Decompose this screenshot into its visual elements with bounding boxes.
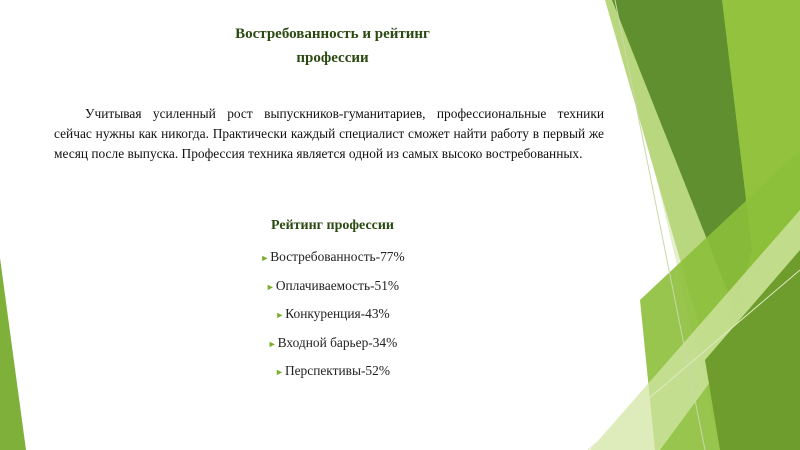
rating-item-label: Востребованность-77% [270,249,405,264]
title-line-1: Востребованность и рейтинг [235,26,430,42]
rating-item-label: Перспективы-52% [284,363,390,378]
rating-item-competition [180,304,485,333]
rating-item-entry-barrier [180,333,485,362]
triangle-bullet-icon: ► [267,338,277,349]
slide-title [180,22,485,70]
triangle-bullet-icon: ► [260,253,270,263]
body-paragraph: Учитывая усиленный рост выпускников-гуманитариев, профессиональные техники сейчас нужны как никогда. Практически каждый специалист сможет найти работу в первый же месяц после выпуска. Профессия техника является одной из самых высоко востребованных. [54,106,604,161]
rating-item-label: Оплачиваемость-51% [275,277,400,293]
left-green-wedge [0,258,26,450]
title-line-2: профессии [296,50,369,66]
rating-item-demand [180,247,485,276]
triangle-bullet-icon: ► [275,310,285,320]
triangle-bullet-icon: ► [275,367,284,377]
rating-item-prospects [180,361,485,390]
triangle-bullet-icon: ► [265,281,275,292]
rating-title: Рейтинг профессии [271,218,394,233]
rating-item-label: Конкуренция-43% [285,306,390,321]
rating-item-salary [180,276,485,305]
rating-list [180,247,485,390]
rating-item-label: Входной барьер-34% [277,334,398,350]
